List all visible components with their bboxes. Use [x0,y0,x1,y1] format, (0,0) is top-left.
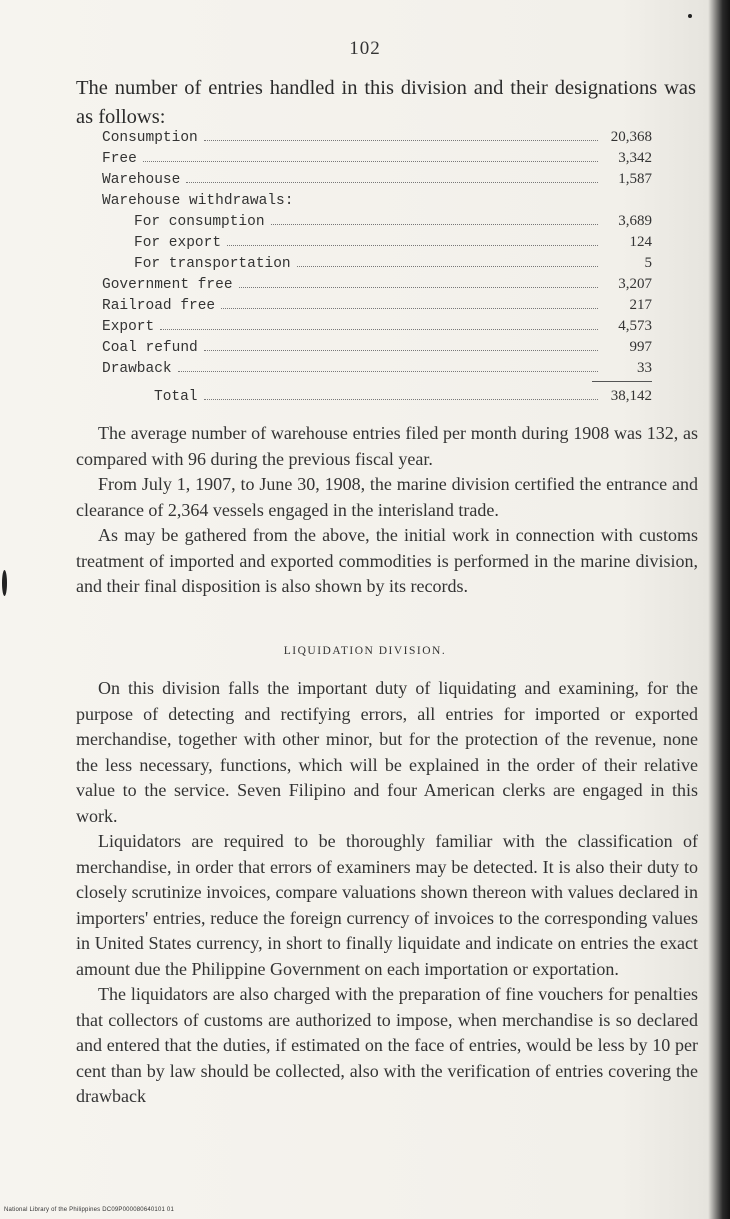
entry-label: Warehouse [102,172,181,188]
entry-row [102,293,652,314]
page-number: 102 [349,38,381,59]
entries-table [102,125,652,405]
total-label: Total [154,389,198,405]
entry-row [102,272,652,293]
entry-value: 4,573 [618,318,652,334]
entry-label: Consumption [102,130,198,146]
entry-row [102,209,652,230]
total-rule [592,381,652,382]
entry-label: Railroad free [102,298,216,314]
entry-label: Export [102,319,155,335]
paragraph-liquidators-required: Liquidators are required to be thoroughly familiar with the classification of merchandise, in order that errors of examiners may be detected. It is also their duty to closely scrutinize invoices, compare valuations shown thereon with values declared in importers' entries, reduce the foreign currency of invoices to the corresponding values in United States currency, in short to finally liquidate and indicate on entries the exact amount due the Philippine Government on each importation or exportation. [76,831,698,979]
entry-value: 3,342 [618,150,652,166]
leader-dots [204,398,598,400]
entry-value: 3,207 [618,276,652,292]
entry-value: 3,689 [618,213,652,229]
leader-dots [143,160,598,162]
entry-row [102,146,652,167]
entry-value: 5 [644,255,652,271]
body-section-a [76,421,698,600]
total-row [102,384,652,405]
entry-row [102,188,652,209]
body-section-b [76,676,698,1110]
entry-value: 997 [629,339,652,355]
leader-dots [239,286,598,288]
entry-row [102,356,652,377]
paragraph-liquidators-charged: The liquidators are also charged with the preparation of fine vouchers for penalties that collectors of customs are authorized to impose, when merchandise is so declared and entered that the duties, if estimated on the face of entries, would be less by 10 per cent than by law should be collected, also with the verification of entries covering the drawback [76,984,698,1106]
entry-row [102,125,652,146]
binding-mark [2,570,7,596]
entry-label: Warehouse withdrawals: [102,193,294,209]
leader-dots [227,244,598,246]
section-title: LIQUIDATION DIVISION. [283,645,447,657]
entry-value: 20,368 [610,129,652,145]
entry-value: 124 [629,234,652,250]
entry-value: 33 [637,360,652,376]
paragraph-marine-division: From July 1, 1907, to June 30, 1908, the marine division certified the entrance and clearance of 2,364 vessels engaged in the interisland trade. [76,474,698,520]
leader-dots [160,328,598,330]
entry-row [102,251,652,272]
scan-footer: National Library of the Philippines DC09P000080640101 01 [4,1207,174,1213]
leader-dots [186,181,598,183]
total-value: 38,142 [610,388,652,404]
entry-row [102,230,652,251]
leader-dots [204,349,598,351]
leader-dots [271,223,598,225]
entry-label: For consumption [134,214,265,230]
entry-row [102,314,652,335]
leader-dots [204,139,598,141]
leader-dots [221,307,598,309]
paragraph-initial-work: As may be gathered from the above, the initial work in connection with customs treatment of imported and exported commodities is performed in the marine division, and their final disposition is also shown by its records. [76,525,698,596]
entry-value: 217 [629,297,652,313]
entry-label: Drawback [102,361,172,377]
entry-label: For transportation [134,256,291,272]
entry-label: Free [102,151,137,167]
entry-label: Government free [102,277,233,293]
ink-speck [688,14,692,18]
entry-label: For export [134,235,222,251]
paragraph-warehouse-average: The average number of warehouse entries filed per month during 1908 was 132, as compared with 96 during the previous fiscal year. [76,423,698,469]
entry-value: 1,587 [618,171,652,187]
leader-dots [297,265,598,267]
intro-paragraph: The number of entries handled in this division and their designations was as follows: [76,77,696,128]
entry-label: Coal refund [102,340,198,356]
leader-dots [178,370,598,372]
paragraph-liquidation-duty: On this division falls the important duty of liquidating and examining, for the purpose of detecting and rectifying errors, all entries for imported or exported merchandise, together with other minor, but for the protection of the revenue, none the less necessary, functions, which will be explained in the order of their relative value to the service. Seven Filipino and four American clerks are engaged in this work. [76,678,698,826]
entry-row [102,167,652,188]
entry-row [102,335,652,356]
